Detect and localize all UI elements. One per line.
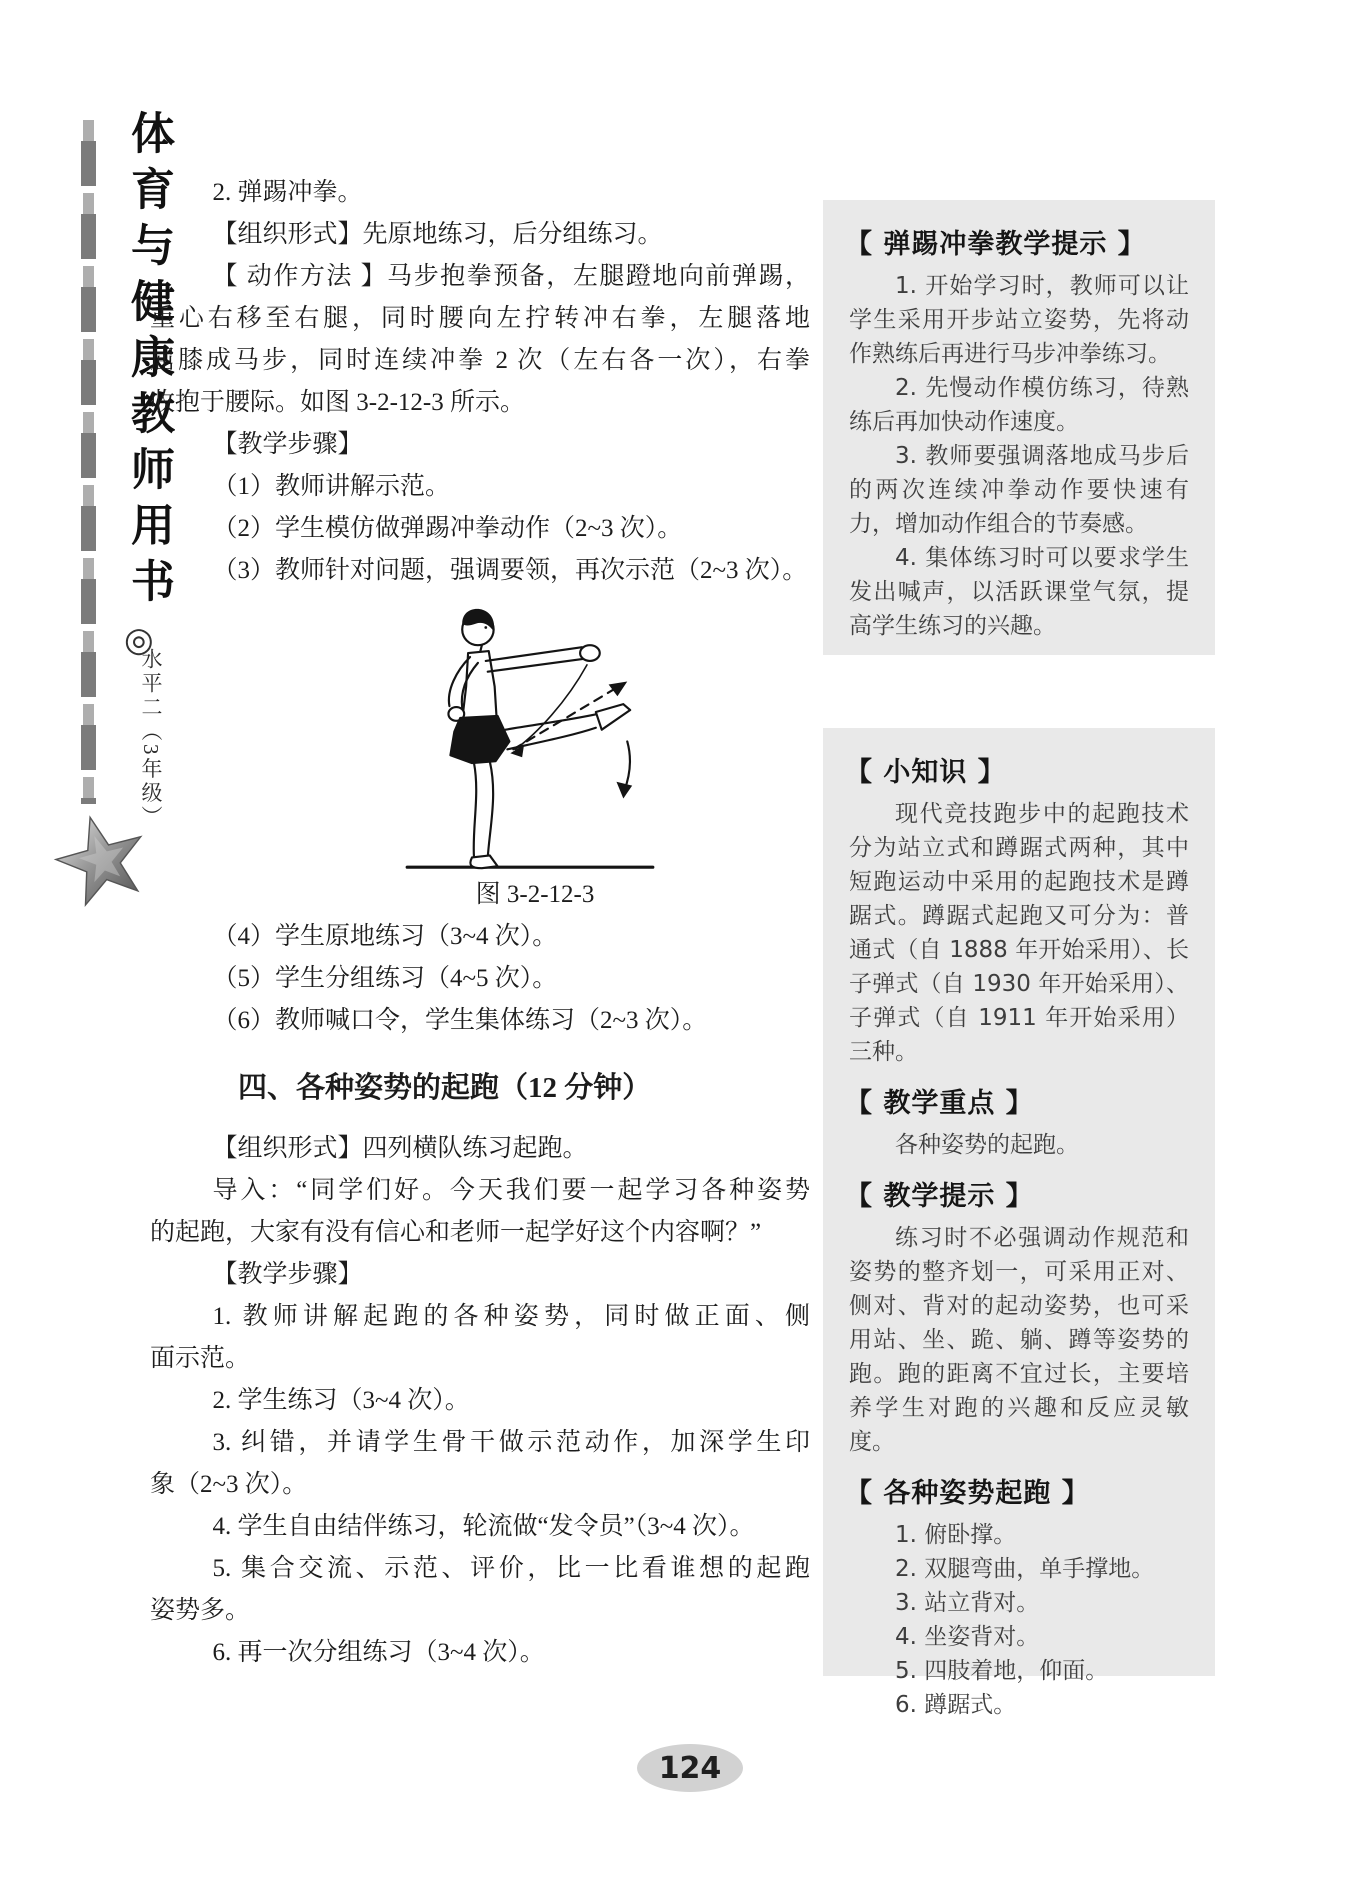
teaching-tips-paragraph: 练习时不必强调动作规范和姿势的整齐划一，可采用正对、侧对、背对的起动姿势，也可采用站、坐、跪、躺、蹲等姿势的跑。跑的距离不宜过长，主要培养学生对跑的兴趣和反应灵敏度。 <box>849 1225 1189 1455</box>
body-line: （6）教师喊口令，学生集体练习（2~3 次）。 <box>212 1007 708 1034</box>
section-heading: 四、各种姿势的起跑（12 分钟） <box>238 1072 652 1104</box>
posture-item: 4. 坐姿背对。 <box>895 1624 1040 1650</box>
knowledge-paragraph: 现代竞技跑步中的起跑技术分为站立式和蹲踞式两种，其中短跑运动中采用的起跑技术是蹲踞式。蹲踞式起跑又可分为：普通式（自 1888 年开始采用）、长子弹式（自 1930 年开始采用）、子弹式（自 1911 年开始采用）三种。 <box>849 801 1189 1065</box>
book-series-title: 体育与健康教师用书 <box>124 110 173 614</box>
body-line: 【 动作方法 】马步抱拳预备，左腿蹬地向前弹踢， <box>212 263 810 290</box>
section-knowledge <box>845 750 1189 1069</box>
body-line: 姿势多。 <box>150 1597 251 1624</box>
tip-paragraph: 3. 教师要强调落地成马步后的两次连续冲拳动作要快速有力，增加动作组合的节奏感。 <box>849 443 1189 537</box>
posture-item: 6. 蹲踞式。 <box>895 1692 1017 1718</box>
star-icon <box>52 812 152 908</box>
section-start-postures <box>845 1471 1189 1722</box>
eye <box>484 626 487 629</box>
body-line: 【组织形式】四列横队练习起跑。 <box>212 1135 588 1162</box>
body-line: （3）教师针对问题，强调要领，再次示范（2~3 次）。 <box>212 557 808 584</box>
figure-caption: 图 3-2-12-3 <box>475 881 595 908</box>
posture-item: 2. 双腿弯曲，单手撑地。 <box>895 1556 1155 1582</box>
tip-paragraph: 1. 开始学习时，教师可以让学生采用开步站立姿势，先将动作熟练后再进行马步冲拳练习。 <box>849 273 1189 367</box>
body-line: 【组织形式】先原地练习，后分组练习。 <box>212 221 663 248</box>
main-column <box>150 172 810 1674</box>
knowledge-box <box>823 728 1215 1718</box>
body-line: 6. 再一次分组练习（3~4 次）。 <box>212 1639 545 1666</box>
body-line: 屈膝成马步，同时连续冲拳 2 次（左右各一次），右拳 <box>150 347 810 374</box>
body-line: 面示范。 <box>150 1345 251 1372</box>
tip-paragraph: 4. 集体练习时可以要求学生发出喊声，以活跃课堂气氛，提高学生练习的兴趣。 <box>849 545 1189 639</box>
knowledge-title: 【 小知识 】 <box>845 757 1006 788</box>
trajectory-curve <box>515 665 587 749</box>
page-number: 124 <box>658 1750 722 1786</box>
body-line: 收抱于腰际。如图 3-2-12-3 所示。 <box>150 389 525 416</box>
posture-item: 3. 站立背对。 <box>895 1590 1040 1616</box>
body-line: 导入：“同学们好。今天我们要一起学习各种姿势 <box>212 1177 810 1204</box>
body-line: 【教学步骤】 <box>212 1261 363 1288</box>
body-line: 【教学步骤】 <box>212 431 363 458</box>
body-line: 5. 集合交流、示范、评价，比一比看谁想的起跑 <box>212 1555 810 1582</box>
figure-3-2-12-3 <box>385 600 685 910</box>
kick-punch-illustration <box>385 600 675 880</box>
posture-item: 1. 俯卧撑。 <box>895 1522 1017 1548</box>
down-arrow <box>624 741 630 790</box>
body-line: 1. 教师讲解起跑的各种姿势，同时做正面、侧 <box>212 1303 810 1330</box>
start-postures-title: 【 各种姿势起跑 】 <box>845 1478 1090 1509</box>
body-line: 2. 弹踢冲拳。 <box>212 179 363 206</box>
rail-bars-dark <box>81 120 96 804</box>
level-label: 水平二（3年级） <box>139 648 163 830</box>
tip-paragraph: 2. 先慢动作模仿练习，待熟练后再加快动作速度。 <box>849 375 1189 435</box>
body-line: 象（2~3 次）。 <box>150 1471 308 1498</box>
posture-item: 5. 四肢着地，仰面。 <box>895 1658 1109 1684</box>
body-line: 3. 纠错，并请学生骨干做示范动作，加深学生印 <box>212 1429 810 1456</box>
stand-foot <box>470 855 497 868</box>
punch-arm <box>486 647 582 661</box>
teaching-focus-paragraph: 各种姿势的起跑。 <box>895 1132 1079 1158</box>
body-line: （4）学生原地练习（3~4 次）。 <box>212 923 558 950</box>
kick-leg <box>505 714 597 730</box>
body-line: 4. 学生自由结伴练习，轮流做“发令员”（3~4 次）。 <box>212 1513 755 1540</box>
body-line: （1）教师讲解示范。 <box>212 473 451 500</box>
teaching-focus-title: 【 教学重点 】 <box>845 1088 1034 1119</box>
tips-box-title: 【 弹踢冲拳教学提示 】 <box>845 229 1146 260</box>
shorts <box>450 716 509 763</box>
body-line: 2. 学生练习（3~4 次）。 <box>212 1387 470 1414</box>
section-teaching-focus <box>845 1081 1189 1162</box>
kick-foot <box>596 704 630 730</box>
tips-box-kick-punch <box>823 200 1215 655</box>
fist <box>580 645 600 661</box>
body-line: （2）学生模仿做弹踢冲拳动作（2~3 次）。 <box>212 515 683 542</box>
teaching-tips-title: 【 教学提示 】 <box>845 1181 1034 1212</box>
body-line: （5）学生分组练习（4~5 次）。 <box>212 965 558 992</box>
page-number-badge <box>637 1744 743 1792</box>
double-circle-icon: ◎ <box>124 622 154 659</box>
body-line: 的起跑，大家有没有信心和老师一起学好这个内容啊？” <box>150 1219 762 1246</box>
body-line: 重心右移至右腿，同时腰向左拧转冲右拳，左腿落地 <box>150 305 810 332</box>
section-teaching-tips <box>845 1174 1189 1459</box>
